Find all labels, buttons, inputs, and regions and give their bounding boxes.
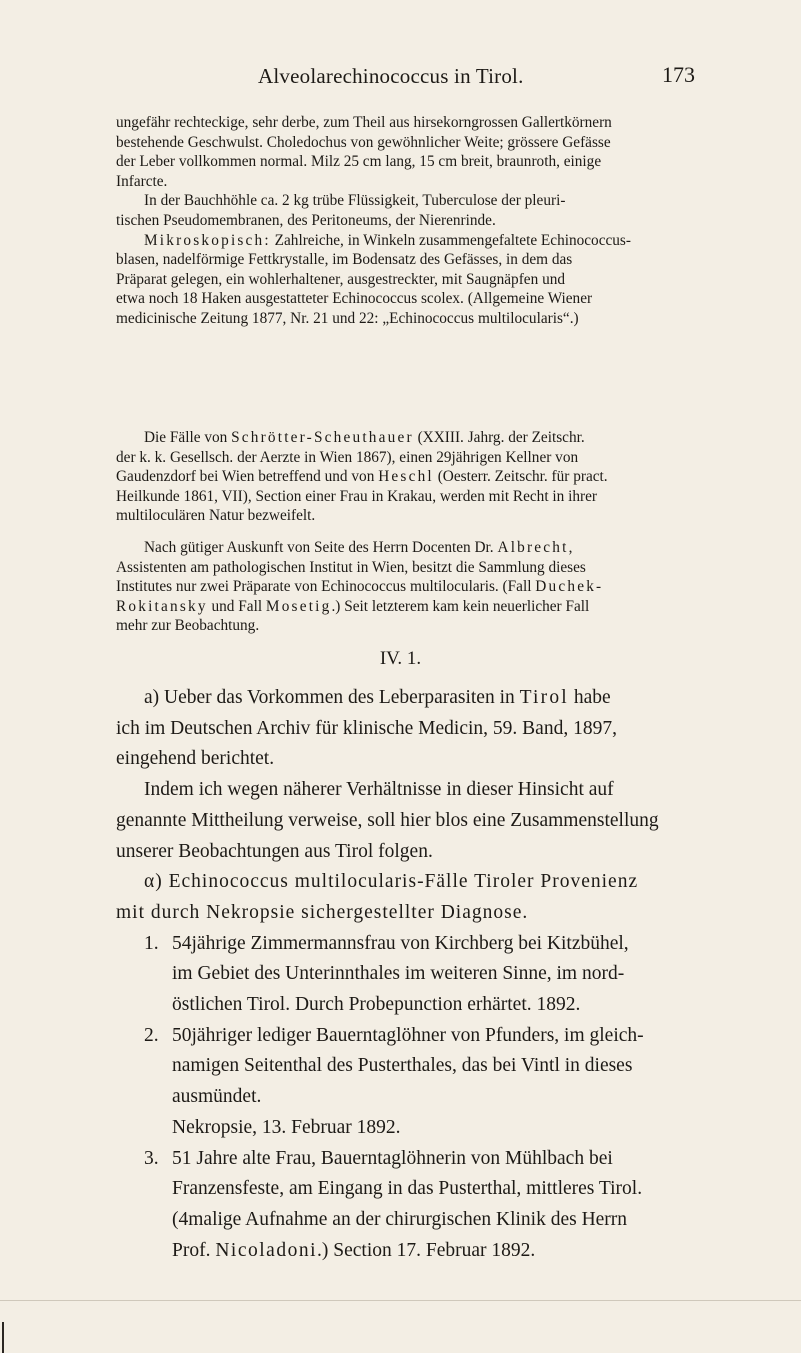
page-header — [0, 64, 801, 94]
text-line: 50jähriger lediger Bauerntaglöhner von Pfunders, im gleich- — [172, 1024, 644, 1046]
section-heading: IV. 1. — [379, 648, 422, 669]
text-line: Mikroskopisch: Zahlreiche, in Winkeln zusammengefaltete Echinococcus- — [144, 231, 631, 249]
running-title: Alveolarechinococcus in Tirol. — [258, 64, 524, 88]
main-body — [116, 683, 706, 1266]
text-line: Indem ich wegen näherer Verhältnisse in dieser Hinsicht auf — [144, 779, 614, 801]
text-line: Präparat gelegen, ein wohlerhaltener, ausgestreckter, mit Saugnäpfen und — [116, 270, 566, 288]
text-line: eingehend berichtet. — [116, 748, 275, 770]
text-line: In der Bauchhöhle ca. 2 kg trübe Flüssigkeit, Tuberculose der pleuri- — [144, 192, 566, 210]
text-line: 54jährige Zimmermannsfrau von Kirchberg bei Kitzbühel, — [172, 932, 629, 954]
cases-paragraph — [116, 428, 698, 526]
information-paragraph — [116, 538, 698, 636]
author-name: Mosetig — [265, 597, 332, 615]
subsection-heading: mit durch Nekropsie sichergestellter Diagnose. — [116, 901, 529, 923]
case-item — [144, 929, 706, 1021]
author-name: Duchek- — [535, 578, 604, 596]
author-name: Rokitansky — [116, 597, 208, 615]
text-line: unserer Beobachtungen aus Tirol folgen. — [116, 840, 433, 862]
text-line: multiloculären Natur bezweifelt. — [116, 507, 316, 525]
author-name: Albrecht — [497, 539, 569, 556]
text-line: genannte Mittheilung verweise, soll hier blos eine Zusammenstellung — [116, 809, 659, 831]
microscopic-term: Mikroskopisch: — [144, 231, 271, 249]
author-name: Heschl — [378, 468, 434, 486]
text-line: bestehende Geschwulst. Choledochus von gewöhnlicher Weite; grössere Gefässe — [116, 133, 611, 151]
text-line: Institutes nur zwei Präparate von Echinococcus multilocularis. (Fall Duchek- — [116, 578, 604, 596]
text-line: 51 Jahre alte Frau, Bauerntaglöhnerin von Mühlbach bei — [172, 1147, 613, 1169]
text-line: etwa noch 18 Haken ausgestatteter Echinococcus scolex. (Allgemeine Wiener — [116, 290, 593, 308]
case-number: 3. — [144, 1147, 159, 1169]
subsection-heading: α) Echinococcus multilocularis-Fälle Tiroler Provenienz — [144, 871, 639, 893]
text-line: im Gebiet des Unterinnthales im weiteren Sinne, im nord- — [172, 963, 625, 985]
autopsy-report-block — [116, 113, 698, 329]
text-line: namigen Seitenthal des Pusterthales, das bei Vintl in dieses — [172, 1055, 633, 1077]
author-name: Schrötter-Scheuthauer — [231, 429, 414, 446]
case-number: 2. — [144, 1024, 159, 1046]
text-line: der Leber vollkommen normal. Milz 25 cm lang, 15 cm breit, braunroth, einige — [116, 153, 602, 171]
text-line: (4malige Aufnahme an der chirurgischen Klinik des Herrn — [172, 1208, 628, 1230]
text-line: östlichen Tirol. Durch Probepunction erhärtet. 1892. — [172, 994, 581, 1016]
text-line: Prof. Nicoladoni.) Section 17. Februar 1892. — [172, 1239, 536, 1261]
scan-edge-mark — [2, 1322, 4, 1353]
text-line: blasen, nadelförmige Fettkrystalle, im Bodensatz des Gefässes, in dem das — [116, 251, 573, 269]
text-line: Infarcte. — [116, 172, 168, 190]
text-line: der k. k. Gesellsch. der Aerzte in Wien 1867), einen 29jährigen Kellner von — [116, 448, 579, 466]
author-name: Nicoladoni — [215, 1239, 317, 1261]
text-line: ich im Deutschen Archiv für klinische Medicin, 59. Band, 1897, — [116, 717, 617, 739]
text-line: Nach gütiger Auskunft von Seite des Herrn Docenten Dr. Albrecht, — [144, 539, 573, 556]
text-line: mehr zur Beobachtung. — [116, 617, 260, 635]
text-line: tischen Pseudomembranen, des Peritoneums, der Nierenrinde. — [116, 211, 496, 229]
text-line: ausmündet. — [172, 1086, 262, 1108]
text-line: Heilkunde 1861, VII), Section einer Frau in Krakau, werden mit Recht in ihrer — [116, 487, 598, 505]
text-line: Assistenten am pathologischen Institut in Wien, besitzt die Sammlung dieses — [116, 558, 586, 576]
text-line: a) Ueber das Vorkommen des Leberparasiten in Tirol habe — [144, 687, 611, 708]
text-line: ungefähr rechteckige, sehr derbe, zum Theil aus hirsekorngrossen Gallertkörnern — [116, 114, 612, 131]
page-number: 173 — [662, 62, 695, 87]
text-line: Gaudenzdorf bei Wien betreffend und von Heschl (Oesterr. Zeitschr. für pract. — [116, 468, 608, 486]
text-line: Die Fälle von Schrötter-Scheuthauer (XXIII. Jahrg. der Zeitschr. — [144, 429, 585, 446]
case-number: 1. — [144, 932, 159, 954]
text-line: Franzensfeste, am Eingang in das Pusterthal, mittleres Tirol. — [172, 1178, 643, 1200]
case-item — [144, 1144, 706, 1267]
text-line: Rokitansky und Fall Mosetig.) Seit letzterem kam kein neuerlicher Fall — [116, 597, 590, 615]
case-item — [144, 1021, 706, 1144]
text-line: Nekropsie, 13. Februar 1892. — [172, 1116, 401, 1138]
text-line: medicinische Zeitung 1877, Nr. 21 und 22: „Echinococcus multilocularis“.) — [116, 309, 579, 327]
place-name: Tirol — [519, 687, 569, 708]
page-edge-line — [0, 1300, 801, 1301]
